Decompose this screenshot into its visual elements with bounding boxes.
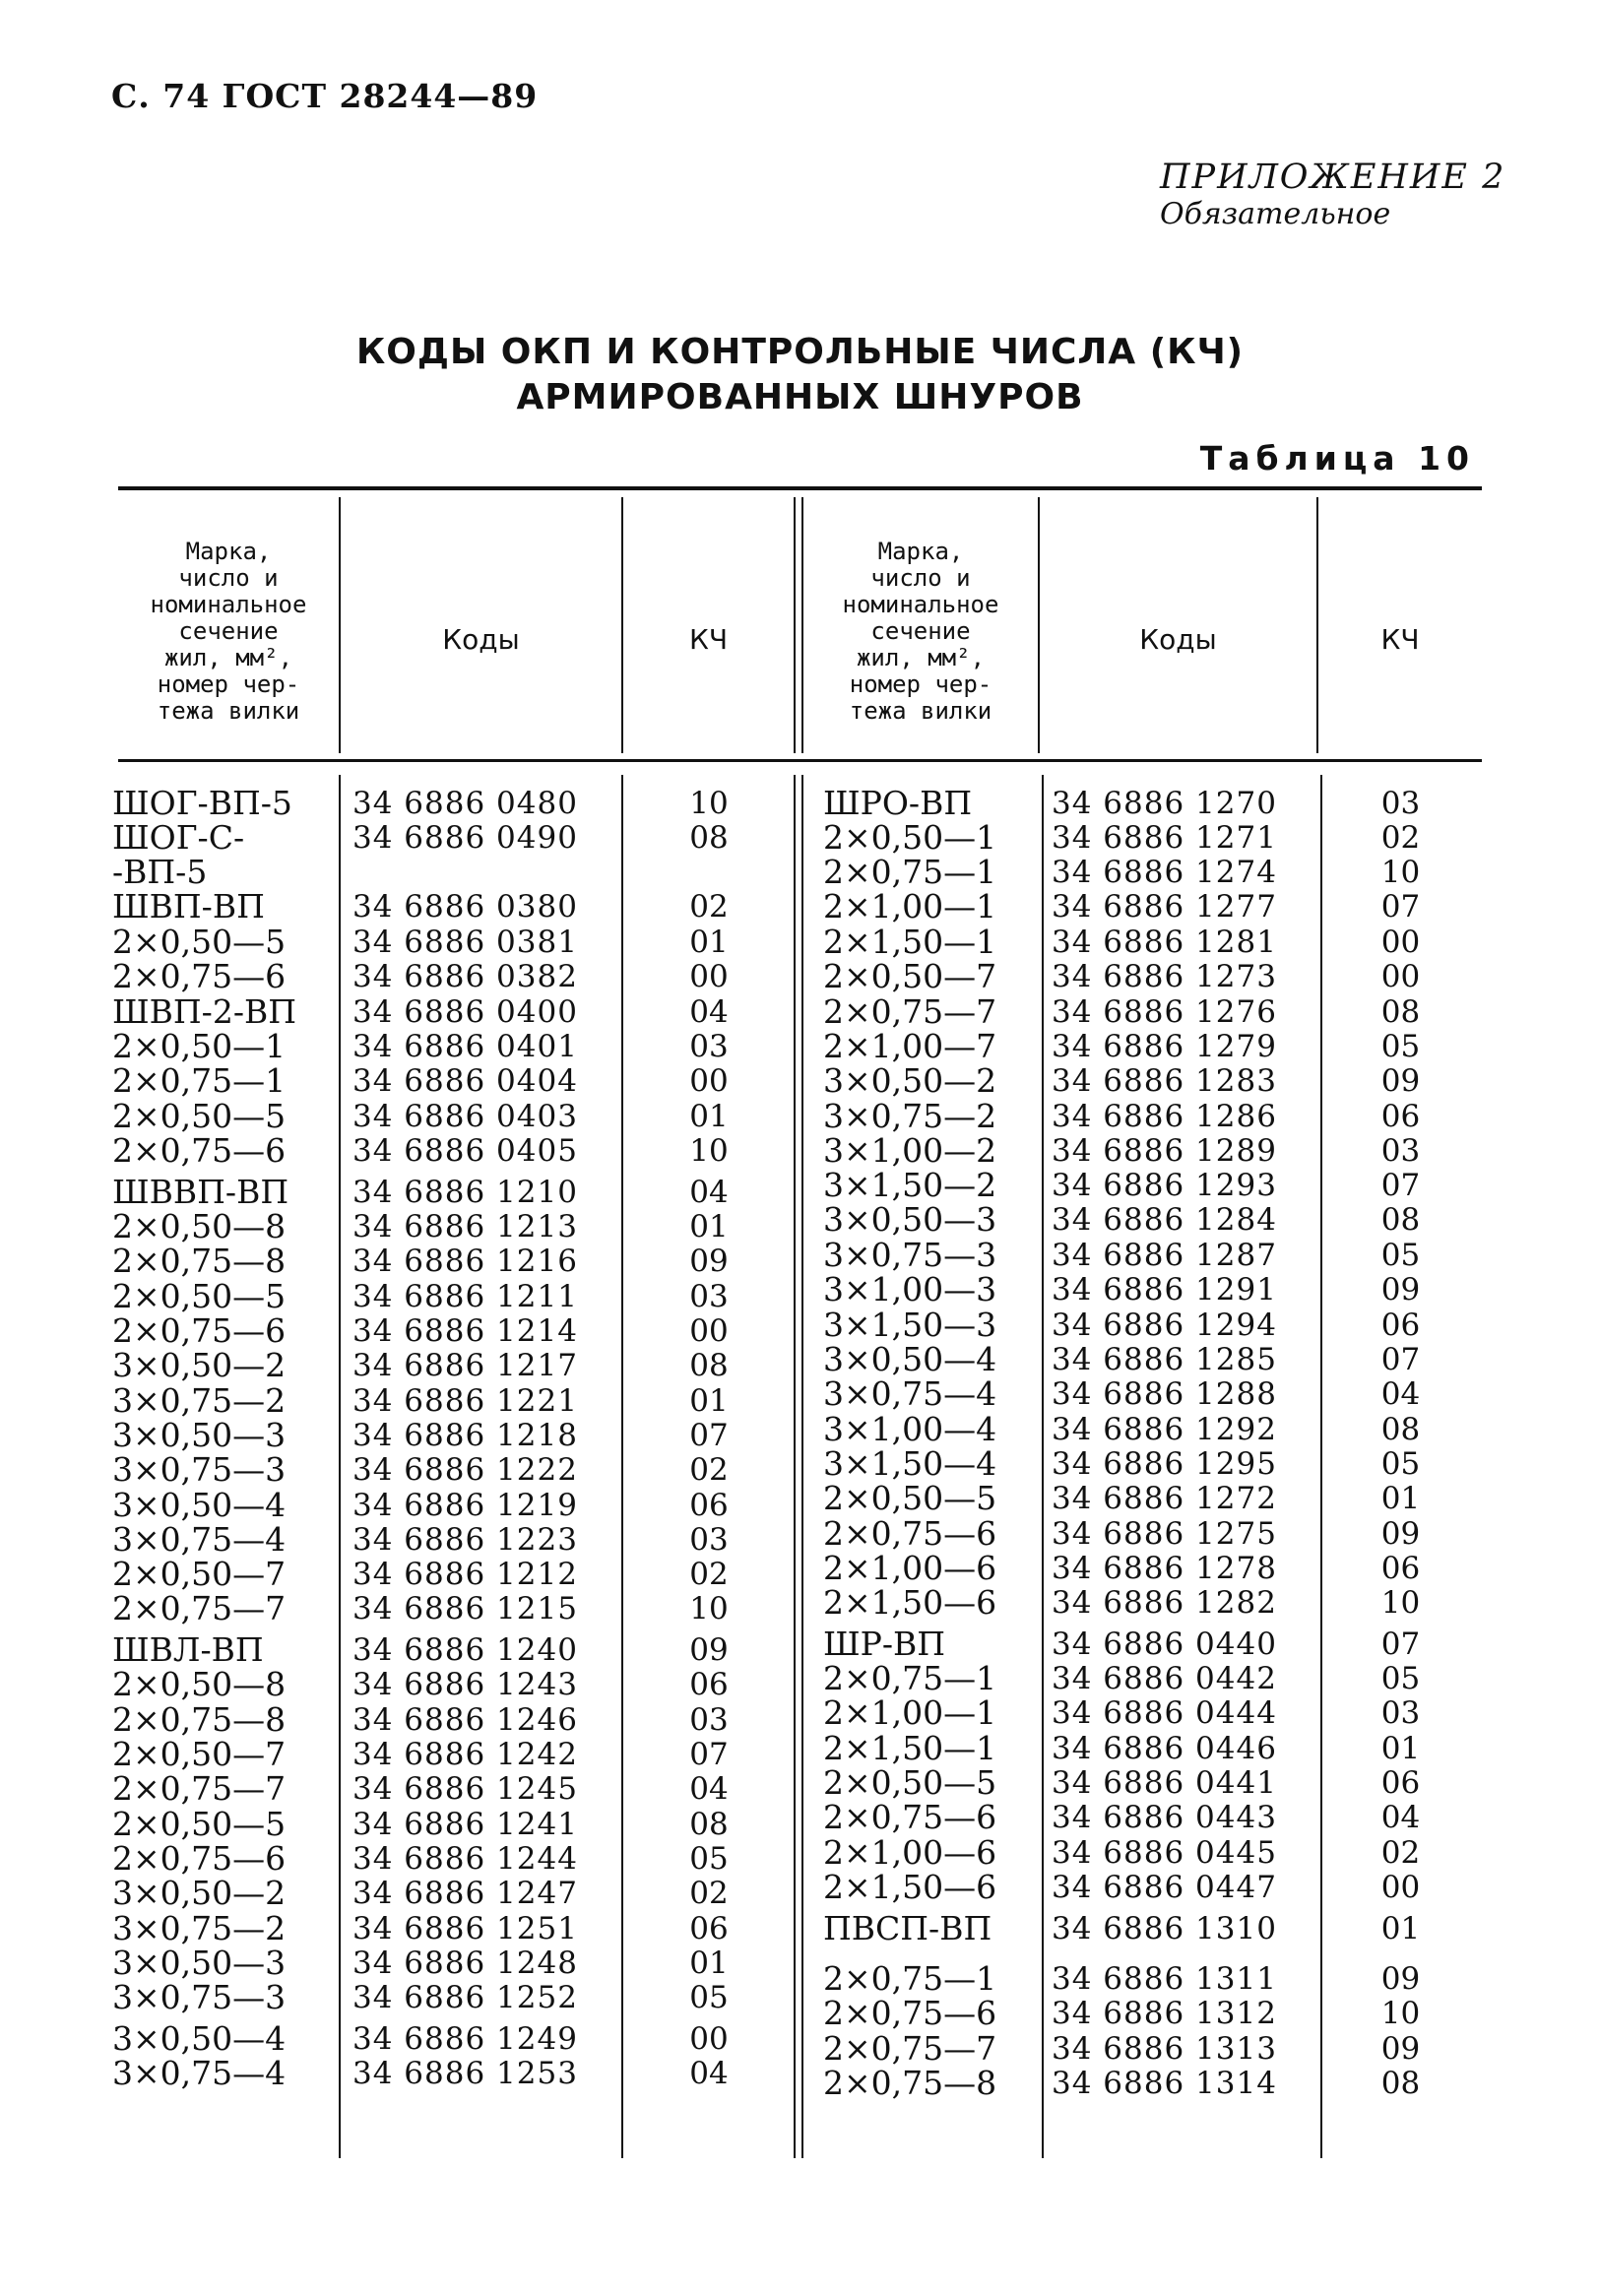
right-kch-cell: 06 (1380, 1307, 1421, 1343)
brand-header-line: Марка, (185, 538, 272, 565)
right-code-cell: 34 6886 1286 (1052, 1099, 1277, 1134)
left-code-cell: 34 6886 1253 (352, 2056, 578, 2091)
header-bottom-rule (118, 759, 1482, 762)
right-brand-cell: 3×1,50—3 (823, 1306, 997, 1344)
left-kch-cell: 07 (689, 1418, 729, 1453)
left-brand-cell: 3×0,50—4 (112, 1486, 287, 1524)
left-code-cell: 34 6886 1223 (352, 1522, 578, 1558)
right-brand-cell: 2×0,75—1 (823, 1959, 997, 1998)
left-brand-cell: 3×0,75—2 (112, 1909, 287, 1947)
right-kch-cell: 07 (1380, 1626, 1421, 1662)
left-brand-cell: 2×0,50—5 (112, 1097, 287, 1135)
right-kch-cell: 06 (1380, 1765, 1421, 1801)
right-code-cell: 34 6886 1312 (1052, 1996, 1277, 2031)
left-brand-cell: 2×0,50—5 (112, 1277, 287, 1315)
right-kch-header: КЧ (1380, 623, 1420, 656)
left-kch-cell: 03 (689, 1279, 729, 1314)
left-brand-cell: 2×0,75—6 (112, 1311, 287, 1350)
right-brand-cell: ШР-ВП (823, 1625, 946, 1663)
left-brand-cell: 3×0,50—3 (112, 1944, 287, 1982)
right-brand-cell: 2×0,75—7 (823, 2029, 997, 2068)
left-brand-header (120, 539, 337, 725)
right-code-cell: 34 6886 1277 (1052, 889, 1277, 925)
brand-header-line: сечение (178, 617, 279, 645)
table-top-rule (118, 486, 1482, 490)
left-brand-cell: ШОГ-С- (112, 818, 245, 857)
right-kch-cell: 04 (1380, 1800, 1421, 1835)
right-brand-cell: ШРО-ВП (823, 784, 973, 822)
left-kch-cell: 00 (689, 2021, 729, 2057)
table-label: Таблица 10 (1199, 439, 1475, 478)
right-kch-cell: 02 (1380, 1835, 1421, 1871)
right-code-cell: 34 6886 1276 (1052, 994, 1277, 1030)
right-kch-cell: 05 (1380, 1029, 1421, 1064)
right-brand-cell: 3×1,00—2 (823, 1131, 997, 1170)
right-brand-cell: 3×1,00—3 (823, 1270, 997, 1308)
title-line-1: КОДЫ ОКП И КОНТРОЛЬНЫЕ ЧИСЛА (КЧ) (355, 332, 1245, 372)
right-code-cell: 34 6886 0440 (1052, 1626, 1277, 1662)
right-kch-cell: 01 (1380, 1481, 1421, 1516)
left-brand-cell: 2×0,50—5 (112, 923, 287, 961)
left-kch-cell: 10 (689, 1133, 729, 1169)
left-code-cell: 34 6886 0403 (352, 1099, 578, 1134)
right-brand-cell: 3×0,50—3 (823, 1200, 997, 1239)
right-codes-header: Коды (1139, 623, 1217, 656)
right-code-cell: 34 6886 1284 (1052, 1202, 1277, 1238)
right-code-cell: 34 6886 1278 (1052, 1551, 1277, 1586)
right-brand-cell: 2×0,75—6 (823, 1798, 997, 1836)
left-brand-cell: 3×0,50—3 (112, 1416, 287, 1454)
left-brand-cell: 2×0,75—1 (112, 1061, 287, 1100)
right-kch-cell: 04 (1380, 1376, 1421, 1412)
left-brand-cell: ШВП-2-ВП (112, 992, 297, 1031)
right-kch-cell: 05 (1380, 1238, 1421, 1273)
left-brand-cell: 3×0,50—2 (112, 1346, 287, 1384)
right-brand-header (803, 539, 1038, 725)
right-brand-cell: 2×0,50—1 (823, 818, 997, 857)
brand-header-line: тежа вилки (157, 697, 300, 725)
left-kch-cell: 01 (689, 1209, 729, 1244)
right-kch-cell: 08 (1380, 1202, 1421, 1238)
right-code-cell: 34 6886 1282 (1052, 1585, 1277, 1621)
right-code-cell: 34 6886 1314 (1052, 2066, 1277, 2101)
left-kch-cell: 02 (689, 889, 729, 925)
right-brand-cell: 2×1,50—1 (823, 1729, 997, 1767)
right-code-cell: 34 6886 1288 (1052, 1376, 1277, 1412)
left-kch-cell: 06 (689, 1667, 729, 1702)
left-brand-cell: ШВВП-ВП (112, 1173, 289, 1211)
left-brand-cell: 3×0,75—4 (112, 1520, 287, 1559)
left-brand-cell: 3×0,75—4 (112, 2054, 287, 2092)
right-brand-cell: 3×0,75—3 (823, 1236, 997, 1274)
right-brand-cell: 3×1,50—2 (823, 1166, 997, 1204)
left-code-cell: 34 6886 0382 (352, 959, 578, 994)
right-brand-cell: 3×0,50—4 (823, 1340, 997, 1378)
left-code-cell: 34 6886 1249 (352, 2021, 578, 2057)
left-brand-cell: 3×0,75—3 (112, 1978, 287, 2016)
right-kch-cell: 00 (1380, 959, 1421, 994)
right-code-cell: 34 6886 0441 (1052, 1765, 1277, 1801)
left-kch-cell: 02 (689, 1452, 729, 1488)
right-kch-cell: 05 (1380, 1661, 1421, 1696)
right-kch-cell: 06 (1380, 1551, 1421, 1586)
right-code-cell: 34 6886 0446 (1052, 1731, 1277, 1766)
right-code-cell: 34 6886 1295 (1052, 1446, 1277, 1482)
left-brand-cell: 2×0,50—7 (112, 1555, 287, 1593)
right-code-cell: 34 6886 0444 (1052, 1695, 1277, 1731)
right-kch-cell: 07 (1380, 889, 1421, 925)
left-kch-cell: 07 (689, 1737, 729, 1772)
right-brand-cell: 3×0,50—2 (823, 1061, 997, 1100)
left-kch-header: КЧ (688, 623, 729, 656)
right-brand-cell: 2×1,00—6 (823, 1833, 997, 1872)
right-brand-cell: 2×0,75—8 (823, 2064, 997, 2102)
right-brand-cell: 3×0,75—2 (823, 1097, 997, 1135)
right-brand-cell: 2×1,50—6 (823, 1583, 997, 1622)
right-brand-cell: 2×0,75—6 (823, 1514, 997, 1553)
left-brand-cell: 2×0,75—7 (112, 1589, 287, 1627)
right-code-cell: 34 6886 1271 (1052, 820, 1277, 856)
left-kch-cell: 08 (689, 1348, 729, 1383)
right-kch-cell: 03 (1380, 1695, 1421, 1731)
left-code-cell: 34 6886 1216 (352, 1244, 578, 1279)
body-divider-right-code-kch (1320, 775, 1322, 2158)
left-kch-cell: 08 (689, 1807, 729, 1842)
right-brand-cell: 3×0,75—4 (823, 1374, 997, 1413)
right-kch-cell: 09 (1380, 2031, 1421, 2067)
left-kch-cell: 04 (689, 1771, 729, 1807)
right-code-cell: 34 6886 1283 (1052, 1063, 1277, 1099)
body-divider-left-brand-code (339, 775, 341, 2158)
left-code-cell: 34 6886 1251 (352, 1911, 578, 1946)
left-brand-cell: -ВП-5 (112, 853, 208, 891)
left-kch-cell: 02 (689, 1557, 729, 1592)
left-brand-cell: 3×0,75—2 (112, 1381, 287, 1420)
appendix-note: Обязательное (1160, 197, 1391, 231)
left-brand-cell: ШВП-ВП (112, 887, 265, 925)
left-code-cell: 34 6886 1211 (352, 1279, 578, 1314)
right-code-cell: 34 6886 1279 (1052, 1029, 1277, 1064)
right-brand-cell: 2×1,00—6 (823, 1549, 997, 1587)
left-kch-cell: 09 (689, 1244, 729, 1279)
left-brand-cell: 2×0,50—8 (112, 1665, 287, 1703)
left-kch-cell: 02 (689, 1876, 729, 1911)
brand-header-line: Марка, (877, 538, 964, 565)
left-code-cell: 34 6886 1244 (352, 1841, 578, 1877)
right-brand-cell: 2×0,75—7 (823, 992, 997, 1031)
right-kch-cell: 08 (1380, 994, 1421, 1030)
right-brand-cell: 2×0,50—5 (823, 1763, 997, 1802)
brand-header-line: номер чер- (157, 670, 300, 698)
left-code-cell: 34 6886 1247 (352, 1876, 578, 1911)
brand-header-line: номинальное (150, 591, 307, 618)
left-code-cell: 34 6886 1252 (352, 1980, 578, 2015)
right-kch-cell: 03 (1380, 1133, 1421, 1169)
left-kch-cell: 05 (689, 1841, 729, 1877)
right-brand-cell: 2×1,00—1 (823, 887, 997, 925)
left-code-cell: 34 6886 1246 (352, 1702, 578, 1738)
left-brand-cell: ШВЛ-ВП (112, 1630, 264, 1669)
left-brand-cell: 2×0,50—5 (112, 1805, 287, 1843)
right-brand-cell: 2×1,50—6 (823, 1868, 997, 1906)
left-kch-cell: 04 (689, 994, 729, 1030)
right-code-cell: 34 6886 1289 (1052, 1133, 1277, 1169)
right-brand-cell: 2×1,00—1 (823, 1693, 997, 1732)
right-code-cell: 34 6886 1270 (1052, 786, 1277, 821)
right-kch-cell: 00 (1380, 925, 1421, 960)
left-code-cell: 34 6886 1221 (352, 1383, 578, 1419)
left-kch-cell: 03 (689, 1029, 729, 1064)
left-code-cell: 34 6886 0380 (352, 889, 578, 925)
right-code-cell: 34 6886 1310 (1052, 1911, 1277, 1946)
left-kch-cell: 04 (689, 2056, 729, 2091)
left-brand-cell: 3×0,75—3 (112, 1450, 287, 1489)
page-header: С. 74 ГОСТ 28244—89 (111, 77, 539, 115)
right-kch-cell: 03 (1380, 786, 1421, 821)
left-kch-cell: 06 (689, 1488, 729, 1523)
left-codes-header: Коды (442, 623, 520, 656)
right-kch-cell: 01 (1380, 1731, 1421, 1766)
left-code-cell: 34 6886 1212 (352, 1557, 578, 1592)
left-code-cell: 34 6886 0490 (352, 820, 578, 856)
right-code-cell: 34 6886 1281 (1052, 925, 1277, 960)
left-code-cell: 34 6886 1248 (352, 1945, 578, 1981)
left-kch-cell: 03 (689, 1522, 729, 1558)
left-code-cell: 34 6886 1213 (352, 1209, 578, 1244)
right-code-cell: 34 6886 1275 (1052, 1516, 1277, 1552)
right-code-cell: 34 6886 1294 (1052, 1307, 1277, 1343)
left-brand-cell: ШОГ-ВП-5 (112, 784, 292, 822)
left-brand-cell: 2×0,75—6 (112, 1839, 287, 1878)
left-code-cell: 34 6886 1222 (352, 1452, 578, 1488)
left-kch-cell: 05 (689, 1980, 729, 2015)
right-kch-cell: 10 (1380, 1585, 1421, 1621)
body-divider-center-a (794, 775, 796, 2158)
right-brand-cell: 2×0,50—7 (823, 957, 997, 995)
left-brand-cell: 2×0,50—8 (112, 1207, 287, 1245)
right-code-cell: 34 6886 0442 (1052, 1661, 1277, 1696)
left-kch-cell: 08 (689, 820, 729, 856)
brand-header-line: тежа вилки (849, 697, 992, 725)
body-divider-center-b (801, 775, 803, 2158)
left-code-cell: 34 6886 1241 (352, 1807, 578, 1842)
left-brand-cell: 2×0,75—7 (112, 1769, 287, 1808)
left-brand-cell: 2×0,75—8 (112, 1700, 287, 1739)
right-kch-cell: 09 (1380, 1272, 1421, 1307)
left-code-cell: 34 6886 1217 (352, 1348, 578, 1383)
right-code-cell: 34 6886 0445 (1052, 1835, 1277, 1871)
right-kch-cell: 08 (1380, 1412, 1421, 1447)
right-code-cell: 34 6886 1311 (1052, 1961, 1277, 1997)
left-kch-cell: 00 (689, 1063, 729, 1099)
body-divider-left-code-kch (621, 775, 623, 2158)
left-kch-cell: 04 (689, 1175, 729, 1210)
right-code-cell: 34 6886 1274 (1052, 855, 1277, 890)
divider-center-a (794, 497, 796, 753)
right-brand-cell: 2×1,00—7 (823, 1027, 997, 1065)
left-kch-cell: 06 (689, 1911, 729, 1946)
body-divider-right-brand-code (1042, 775, 1044, 2158)
right-code-cell: 34 6886 1272 (1052, 1481, 1277, 1516)
left-code-cell: 34 6886 1215 (352, 1591, 578, 1626)
brand-header-line: номинальное (842, 591, 999, 618)
left-kch-cell: 01 (689, 1383, 729, 1419)
right-kch-cell: 09 (1380, 1516, 1421, 1552)
right-code-cell: 34 6886 1287 (1052, 1238, 1277, 1273)
right-kch-cell: 10 (1380, 1996, 1421, 2031)
left-code-cell: 34 6886 1243 (352, 1667, 578, 1702)
right-kch-cell: 07 (1380, 1342, 1421, 1377)
left-brand-cell: 2×0,75—8 (112, 1242, 287, 1280)
left-kch-cell: 09 (689, 1632, 729, 1668)
right-kch-cell: 05 (1380, 1446, 1421, 1482)
left-code-cell: 34 6886 0480 (352, 786, 578, 821)
left-kch-cell: 10 (689, 1591, 729, 1626)
left-code-cell: 34 6886 1245 (352, 1771, 578, 1807)
right-kch-cell: 09 (1380, 1063, 1421, 1099)
left-brand-cell: 2×0,75—6 (112, 1131, 287, 1170)
right-code-cell: 34 6886 1273 (1052, 959, 1277, 994)
left-code-cell: 34 6886 0404 (352, 1063, 578, 1099)
right-code-cell: 34 6886 0447 (1052, 1870, 1277, 1905)
right-brand-cell: 2×0,75—1 (823, 1659, 997, 1697)
left-kch-cell: 03 (689, 1702, 729, 1738)
left-code-cell: 34 6886 1219 (352, 1488, 578, 1523)
left-brand-cell: 2×0,50—7 (112, 1735, 287, 1773)
brand-header-line: сечение (870, 617, 971, 645)
brand-header-line: номер чер- (849, 670, 992, 698)
left-code-cell: 34 6886 1242 (352, 1737, 578, 1772)
right-brand-cell: ПВСП-ВП (823, 1909, 992, 1947)
right-brand-cell: 2×0,75—1 (823, 853, 997, 891)
left-kch-cell: 00 (689, 959, 729, 994)
right-kch-cell: 10 (1380, 855, 1421, 890)
left-code-cell: 34 6886 0381 (352, 925, 578, 960)
left-code-cell: 34 6886 1214 (352, 1313, 578, 1349)
appendix-label: ПРИЛОЖЕНИЕ 2 (1160, 158, 1506, 197)
left-kch-cell: 01 (689, 925, 729, 960)
right-kch-cell: 08 (1380, 2066, 1421, 2101)
right-code-cell: 34 6886 1285 (1052, 1342, 1277, 1377)
left-code-cell: 34 6886 0400 (352, 994, 578, 1030)
right-kch-cell: 01 (1380, 1911, 1421, 1946)
left-kch-cell: 01 (689, 1099, 729, 1134)
brand-header-line: число и (178, 564, 279, 592)
left-brand-cell: 2×0,50—1 (112, 1027, 287, 1065)
right-brand-cell: 3×1,00—4 (823, 1410, 997, 1448)
right-code-cell: 34 6886 1291 (1052, 1272, 1277, 1307)
brand-header-line: число и (870, 564, 971, 592)
left-code-cell: 34 6886 0405 (352, 1133, 578, 1169)
title-line-2: АРМИРОВАННЫХ ШНУРОВ (516, 377, 1084, 417)
left-code-cell: 34 6886 0401 (352, 1029, 578, 1064)
left-code-cell: 34 6886 1240 (352, 1632, 578, 1668)
right-kch-cell: 07 (1380, 1168, 1421, 1203)
right-code-cell: 34 6886 0443 (1052, 1800, 1277, 1835)
brand-header-line: жил, мм², (856, 644, 986, 671)
right-kch-cell: 09 (1380, 1961, 1421, 1997)
left-brand-cell: 3×0,50—2 (112, 1874, 287, 1912)
left-kch-cell: 00 (689, 1313, 729, 1349)
right-kch-cell: 02 (1380, 820, 1421, 856)
right-code-cell: 34 6886 1313 (1052, 2031, 1277, 2067)
right-brand-cell: 3×1,50—4 (823, 1444, 997, 1483)
right-code-cell: 34 6886 1292 (1052, 1412, 1277, 1447)
left-kch-cell: 10 (689, 786, 729, 821)
right-brand-cell: 2×0,75—6 (823, 1994, 997, 2032)
right-code-cell: 34 6886 1293 (1052, 1168, 1277, 1203)
right-kch-cell: 06 (1380, 1099, 1421, 1134)
right-brand-cell: 2×0,50—5 (823, 1479, 997, 1517)
right-kch-cell: 00 (1380, 1870, 1421, 1905)
left-brand-cell: 2×0,75—6 (112, 957, 287, 995)
left-kch-cell: 01 (689, 1945, 729, 1981)
brand-header-line: жил, мм², (163, 644, 293, 671)
left-brand-cell: 3×0,50—4 (112, 2019, 287, 2058)
left-code-cell: 34 6886 1218 (352, 1418, 578, 1453)
left-code-cell: 34 6886 1210 (352, 1175, 578, 1210)
right-brand-cell: 2×1,50—1 (823, 923, 997, 961)
